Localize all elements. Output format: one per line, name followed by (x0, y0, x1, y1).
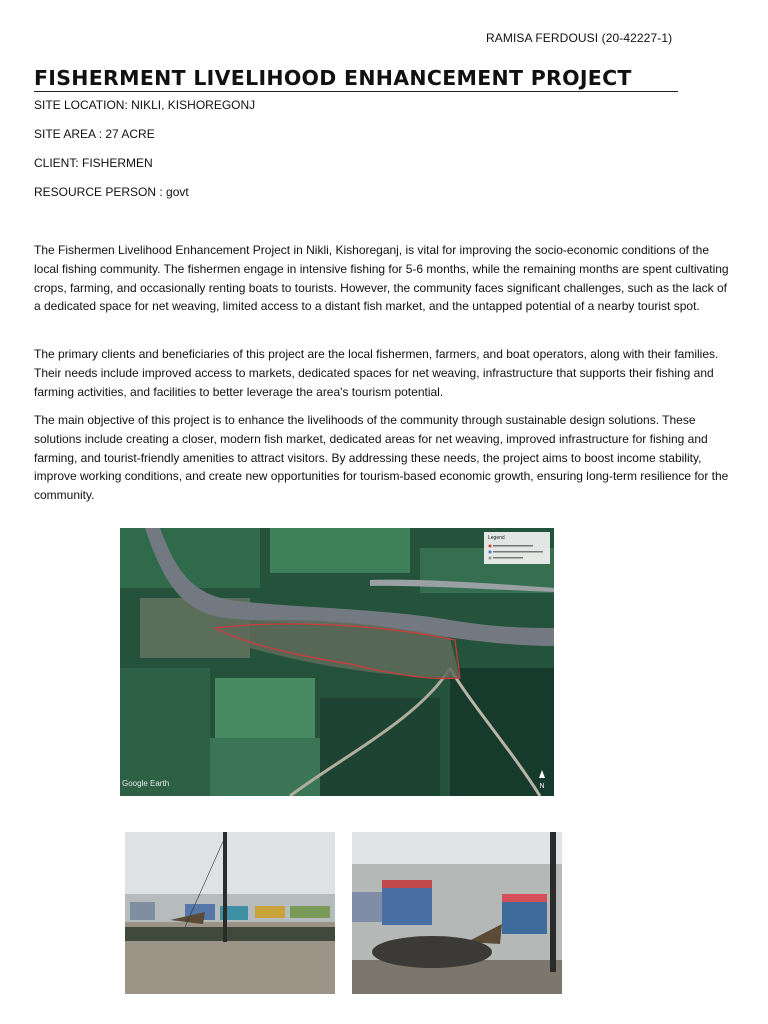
paragraph-objective: The main objective of this project is to enhance the livelihoods of the community through sustainable design solutions. These solutions include creating a closer, modern fish market, dedicated areas for net weaving, improved infrastructure for fishing and farming, and tourist-friendly amenities to attract visitors. By addressing these needs, the project aims to boost income stability, improve working conditions, and create new opportunities for tourism-based economic growth, ensuring long-term resilience for the community. (34, 413, 729, 503)
map-legend-title: Legend (488, 535, 505, 541)
resource-person: RESOURCE PERSON : govt (34, 185, 189, 199)
boats-photo-left (125, 832, 335, 994)
site-location: SITE LOCATION: NIKLI, KISHOREGONJ (34, 98, 256, 112)
boats-photo-right (352, 832, 562, 994)
north-arrow-label: N (539, 783, 545, 790)
paragraph-clients: The primary clients and beneficiaries of this project are the local fishermen, farmers, and boat operators, along with their families. Their needs include improved access to markets, dedicated spaces for net weaving, infrastructure that supports their fishing and farming activities, and facilities to better leverage the area's tourism potential. (34, 347, 719, 399)
site-area: SITE AREA : 27 ACRE (34, 127, 155, 141)
client: CLIENT: FISHERMEN (34, 156, 153, 170)
paragraph-intro: The Fishermen Livelihood Enhancement Project in Nikli, Kishoreganj, is vital for improving the socio-economic conditions of the local fishing community. The fishermen engage in intensive fishing for 5-6 months, while the remaining months are spent cultivating crops, farming, and occasionally renting boats to tourists. However, the community faces significant challenges, such as the lack of a dedicated space for net weaving, limited access to a distant fish market, and the untapped potential of a nearby tourist spot. (34, 243, 729, 314)
page-title: FISHERMENT LIVELIHOOD ENHANCEMENT PROJECT (34, 66, 678, 92)
site-satellite-map (120, 528, 554, 796)
google-earth-watermark: Google Earth (122, 779, 170, 788)
author-name: RAMISA FERDOUSI (20-42227-1) (486, 31, 673, 45)
